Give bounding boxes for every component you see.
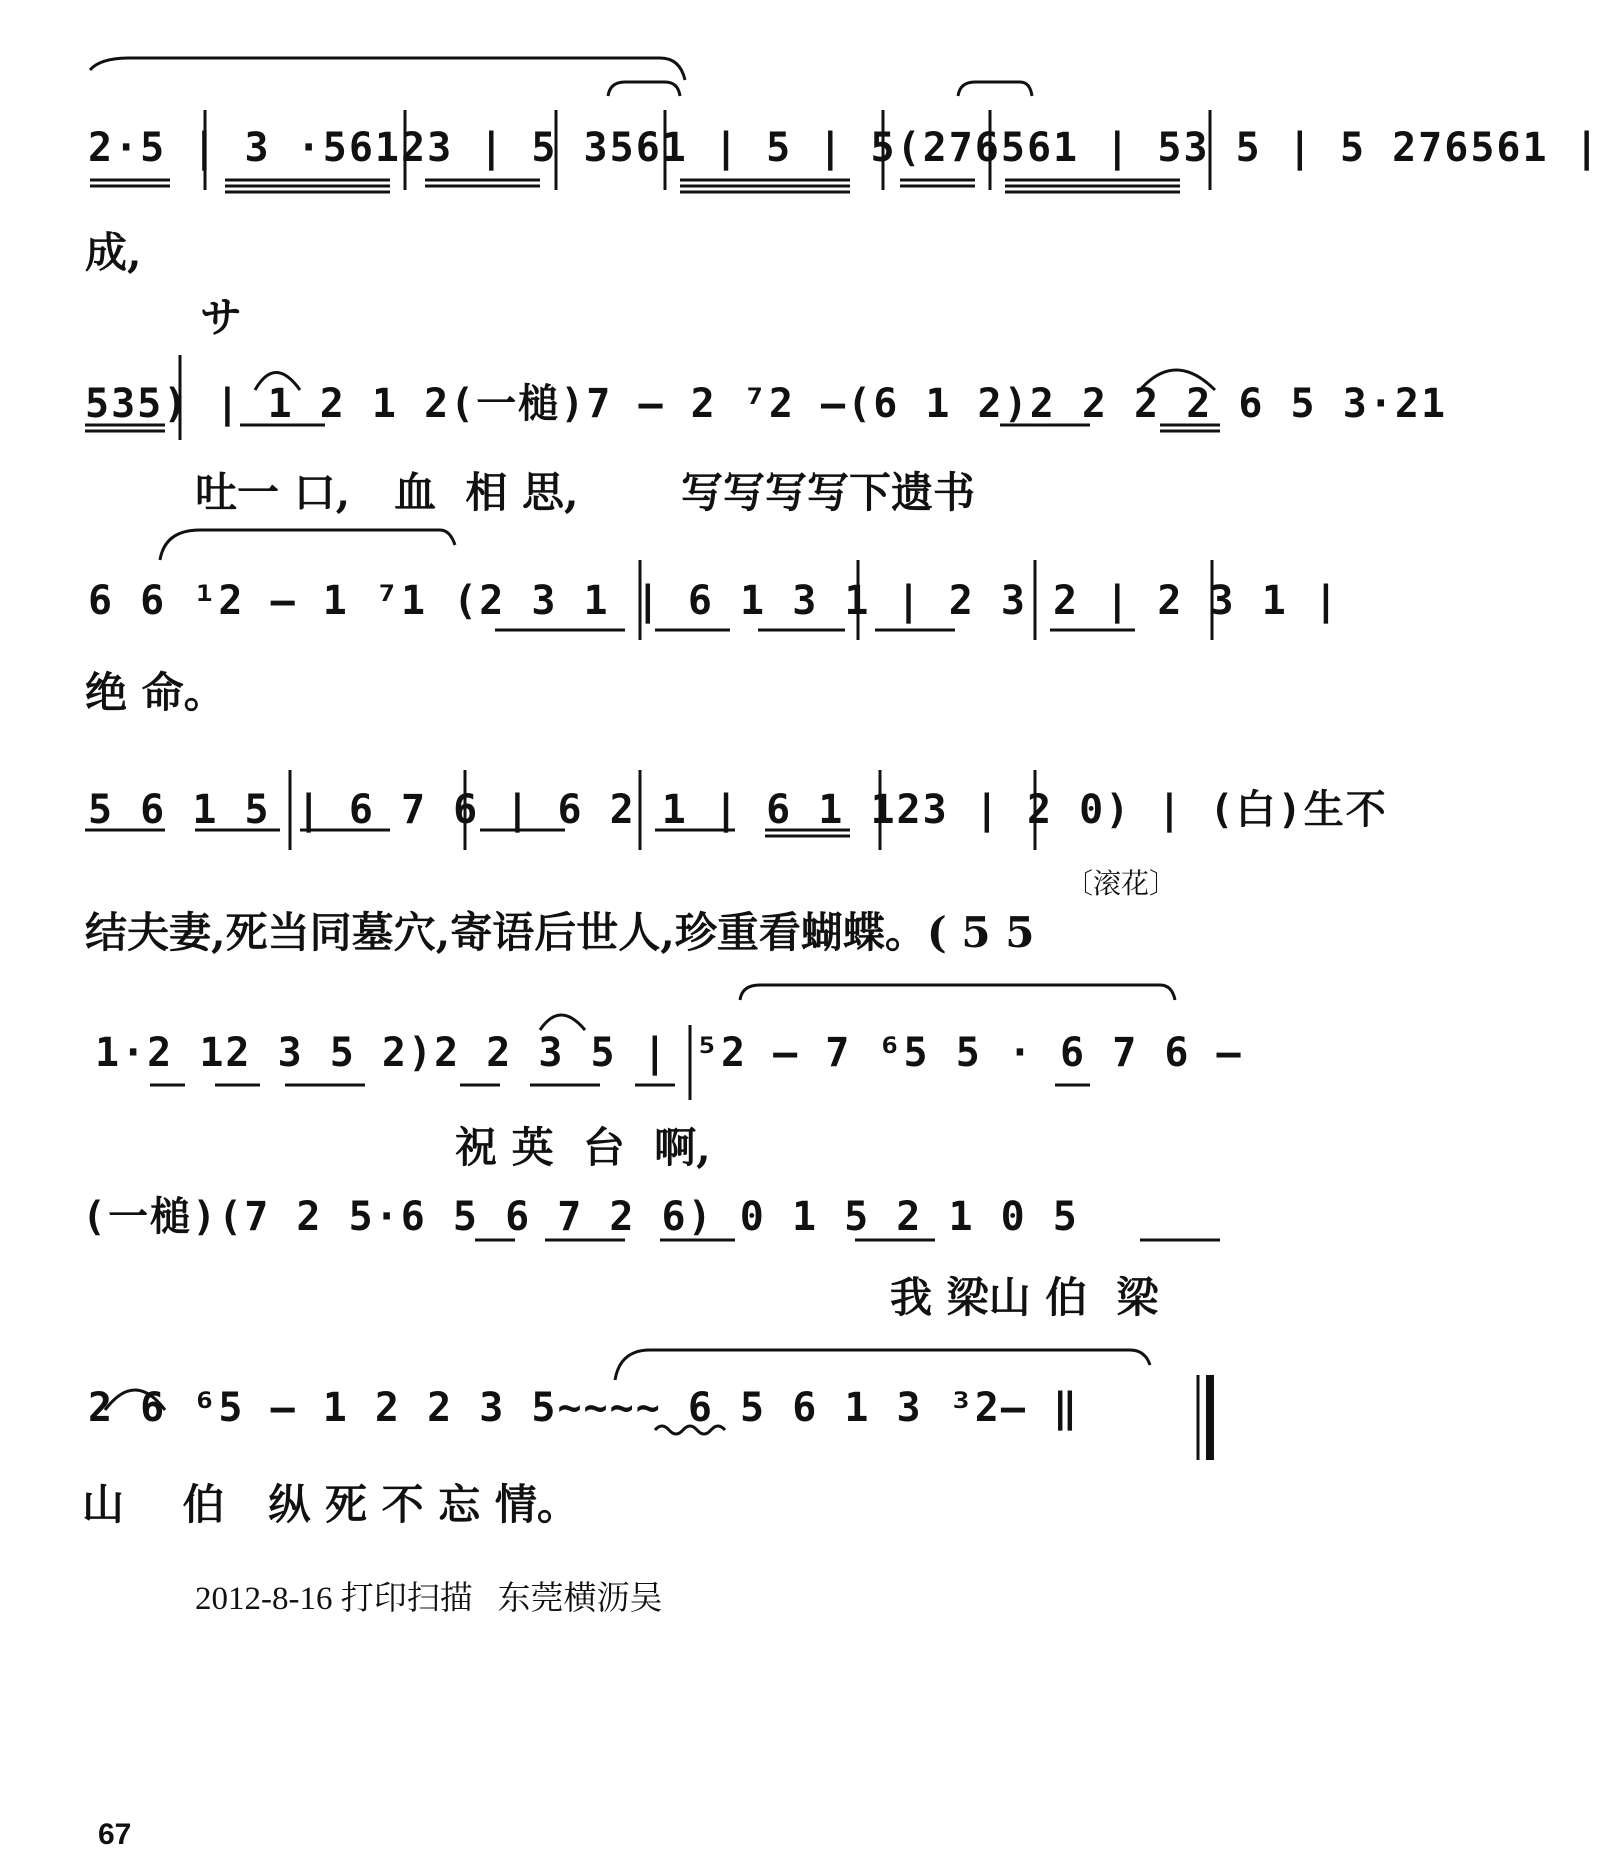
notes-line-6: (一槌)(7 2 5·6 5 6 7 2 6) 0 1 5 2 1 0 5 — [82, 1194, 1079, 1240]
notes-line-3: 6 6 ¹2 — 1 ⁷1 (2 3 1 | 6 1 3 1 | 2 3 2 | 2 3 1 | — [88, 578, 1340, 624]
lyric-text-1: 成, — [85, 228, 142, 277]
lyric-text-2: 吐一 口, 血 相 思, 写写写写下遗书 — [195, 468, 975, 517]
scan-note: 2012-8-16 打印扫描 东莞横沥吴 — [195, 1581, 663, 1617]
notes-line-2: 535) | 1 2 1 2(一槌)7 — 2 ⁷2 —(6 1 2)2 2 2 2 6 5 3·21 — [85, 381, 1448, 427]
notes-line-5: 1·2 12 3 5 2)2 2 3 5 | ⁵2 — 7 ⁶5 5 · 6 7 6 — — [95, 1030, 1243, 1076]
slur-line1 — [90, 58, 685, 80]
notes-line-4: 5 6 1 5 | 6 7 6 | 6 2 1 | 6 1 123 | 2 0) | (白)生不 — [88, 787, 1388, 833]
lyric-text-5: 祝 英 台 啊, — [455, 1123, 711, 1172]
lyric-text-3: 绝 命。 — [85, 668, 226, 717]
free-tempo-mark: サ — [200, 293, 243, 342]
notes-line-1: 2·5 | 3 ·56123 | 5 3561 | 5 | 5(276561 | 53 5 | 5 276561 | — [88, 125, 1601, 171]
notes-line-7: 2 6 ⁶5 — 1 2 2 3 5~~~~ 6 5 6 1 3 ³2— ‖ — [88, 1385, 1080, 1431]
lyric-text-4: 结夫妻,死当同墓穴,寄语后世人,珍重看蝴蝶。( 5 5 — [85, 908, 1035, 957]
page-number: 67 — [98, 1818, 132, 1851]
lyric-text-6: 我 梁山 伯 梁 — [890, 1273, 1159, 1322]
gunhua-label: 〔滚花〕 — [1065, 867, 1178, 900]
lyric-text-7: 山 伯 纵 死 不 忘 情。 — [82, 1480, 579, 1529]
